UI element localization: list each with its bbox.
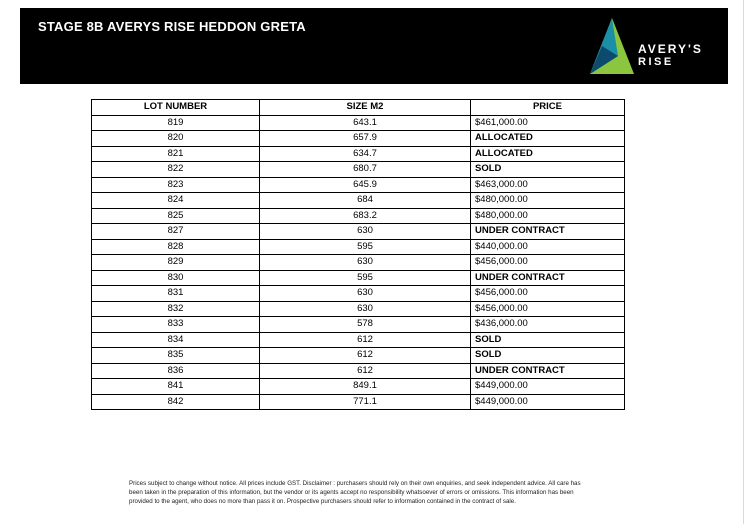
price-cell: $449,000.00: [471, 394, 625, 410]
lot-number-cell: 823: [92, 177, 260, 193]
price-cell: $456,000.00: [471, 286, 625, 302]
table-row: [92, 379, 625, 395]
size-cell: 595: [260, 270, 471, 286]
table-row: [92, 115, 625, 131]
price-cell: UNDER CONTRACT: [471, 363, 625, 379]
lot-price-table: [91, 99, 625, 410]
size-cell: 684: [260, 193, 471, 209]
table-row: [92, 208, 625, 224]
size-cell: 643.1: [260, 115, 471, 131]
lot-number-cell: 820: [92, 131, 260, 147]
size-cell: 630: [260, 255, 471, 271]
table-header-row: [92, 100, 625, 116]
price-cell: UNDER CONTRACT: [471, 270, 625, 286]
header-banner: [20, 8, 728, 84]
table-row: [92, 131, 625, 147]
lot-number-cell: 832: [92, 301, 260, 317]
lot-number-cell: 836: [92, 363, 260, 379]
size-cell: 645.9: [260, 177, 471, 193]
table-row: [92, 193, 625, 209]
size-cell: 657.9: [260, 131, 471, 147]
table-row: [92, 255, 625, 271]
column-header-price: PRICE: [471, 100, 625, 116]
logo-text-averys: AVERY'S: [638, 42, 703, 56]
page-edge: [743, 0, 744, 524]
price-cell: $449,000.00: [471, 379, 625, 395]
size-cell: 771.1: [260, 394, 471, 410]
price-cell: $436,000.00: [471, 317, 625, 333]
lot-number-cell: 822: [92, 162, 260, 178]
price-cell: UNDER CONTRACT: [471, 224, 625, 240]
price-cell: $456,000.00: [471, 255, 625, 271]
price-cell: $480,000.00: [471, 208, 625, 224]
size-cell: 849.1: [260, 379, 471, 395]
table-row: [92, 301, 625, 317]
lot-number-cell: 828: [92, 239, 260, 255]
table-row: [92, 317, 625, 333]
size-cell: 634.7: [260, 146, 471, 162]
column-header-size: SIZE M2: [260, 100, 471, 116]
averys-rise-logo: [588, 16, 720, 78]
lot-number-cell: 821: [92, 146, 260, 162]
table-row: [92, 177, 625, 193]
price-cell: $440,000.00: [471, 239, 625, 255]
table-row: [92, 146, 625, 162]
lot-number-cell: 830: [92, 270, 260, 286]
table-row: [92, 224, 625, 240]
lot-number-cell: 842: [92, 394, 260, 410]
size-cell: 612: [260, 332, 471, 348]
size-cell: 612: [260, 363, 471, 379]
size-cell: 683.2: [260, 208, 471, 224]
lot-number-cell: 819: [92, 115, 260, 131]
table-row: [92, 162, 625, 178]
column-header-lot-number: LOT NUMBER: [92, 100, 260, 116]
price-cell: ALLOCATED: [471, 146, 625, 162]
price-cell: $456,000.00: [471, 301, 625, 317]
lot-number-cell: 833: [92, 317, 260, 333]
lot-number-cell: 825: [92, 208, 260, 224]
lot-number-cell: 827: [92, 224, 260, 240]
price-cell: $463,000.00: [471, 177, 625, 193]
lot-number-cell: 831: [92, 286, 260, 302]
price-cell: ALLOCATED: [471, 131, 625, 147]
table-row: [92, 394, 625, 410]
price-cell: SOLD: [471, 162, 625, 178]
logo-mark-icon: [588, 16, 636, 78]
page-title: STAGE 8B AVERYS RISE HEDDON GRETA: [38, 19, 306, 34]
lot-number-cell: 834: [92, 332, 260, 348]
table-row: [92, 270, 625, 286]
size-cell: 578: [260, 317, 471, 333]
table-row: [92, 286, 625, 302]
size-cell: 612: [260, 348, 471, 364]
price-cell: SOLD: [471, 348, 625, 364]
table-row: [92, 332, 625, 348]
price-cell: $461,000.00: [471, 115, 625, 131]
logo-text-rise: RISE: [638, 56, 674, 68]
lot-number-cell: 824: [92, 193, 260, 209]
table-row: [92, 363, 625, 379]
lot-number-cell: 841: [92, 379, 260, 395]
disclaimer-text: Prices subject to change without notice. All prices include GST. Disclaimer : purchasers should rely on their own enquiries, and seek independent advice. All care has been taken in the preparation of this information, but the vendor or its agents accept no responsibility whatsoever of errors or omissions. This information has been provided to the agent, who does no more than pass it on. Prospective purchasers should refer to information contained in the contract of sale.: [129, 480, 581, 505]
size-cell: 630: [260, 301, 471, 317]
lot-number-cell: 835: [92, 348, 260, 364]
price-cell: SOLD: [471, 332, 625, 348]
size-cell: 630: [260, 224, 471, 240]
table-row: [92, 239, 625, 255]
size-cell: 595: [260, 239, 471, 255]
size-cell: 680.7: [260, 162, 471, 178]
size-cell: 630: [260, 286, 471, 302]
price-cell: $480,000.00: [471, 193, 625, 209]
table-row: [92, 348, 625, 364]
lot-number-cell: 829: [92, 255, 260, 271]
